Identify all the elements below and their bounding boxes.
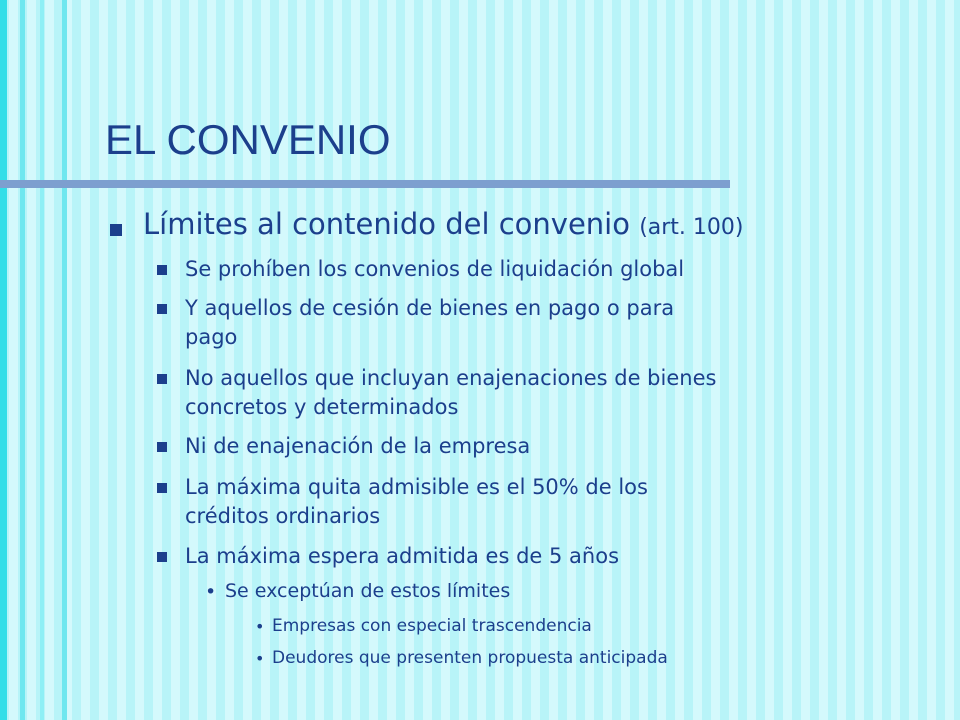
- sub-point-4: Ni de enajenación de la empresa: [185, 434, 531, 458]
- sub-point-3-line-1: No aquellos que incluyan enajenaciones de bienes: [185, 366, 717, 390]
- main-point: [143, 207, 743, 241]
- slide-title: EL CONVENIO: [105, 116, 391, 163]
- sub-point-3-line-2: concretos y determinados: [185, 395, 459, 419]
- round-bullet-icon: •: [255, 649, 265, 668]
- sub-point-2-line-2: pago: [185, 325, 238, 349]
- square-bullet-icon: [157, 552, 167, 562]
- sub-point-5-line-2: créditos ordinarios: [185, 504, 381, 528]
- exception-label: Se exceptúan de estos límites: [225, 580, 511, 602]
- title-underline: [0, 180, 730, 188]
- square-bullet-icon: [110, 224, 122, 236]
- sub-point-1: Se prohíben los convenios de liquidación global: [185, 257, 685, 281]
- round-bullet-icon: •: [255, 617, 265, 636]
- main-point-label: Límites al contenido del convenio: [143, 207, 630, 241]
- round-bullet-icon: •: [205, 581, 217, 603]
- square-bullet-icon: [157, 483, 167, 493]
- sub-point-2-line-1: Y aquellos de cesión de bienes en pago o para: [185, 296, 675, 320]
- square-bullet-icon: [157, 265, 167, 275]
- sub-point-6: La máxima espera admitida es de 5 años: [185, 544, 620, 568]
- exception-item-1: Empresas con especial trascendencia: [272, 616, 592, 636]
- sub-point-5-line-1: La máxima quita admisible es el 50% de los: [185, 475, 648, 499]
- exception-item-2: Deudores que presenten propuesta anticipada: [272, 648, 668, 668]
- main-point-reference: (art. 100): [639, 215, 744, 240]
- square-bullet-icon: [157, 374, 167, 384]
- square-bullet-icon: [157, 442, 167, 452]
- square-bullet-icon: [157, 304, 167, 314]
